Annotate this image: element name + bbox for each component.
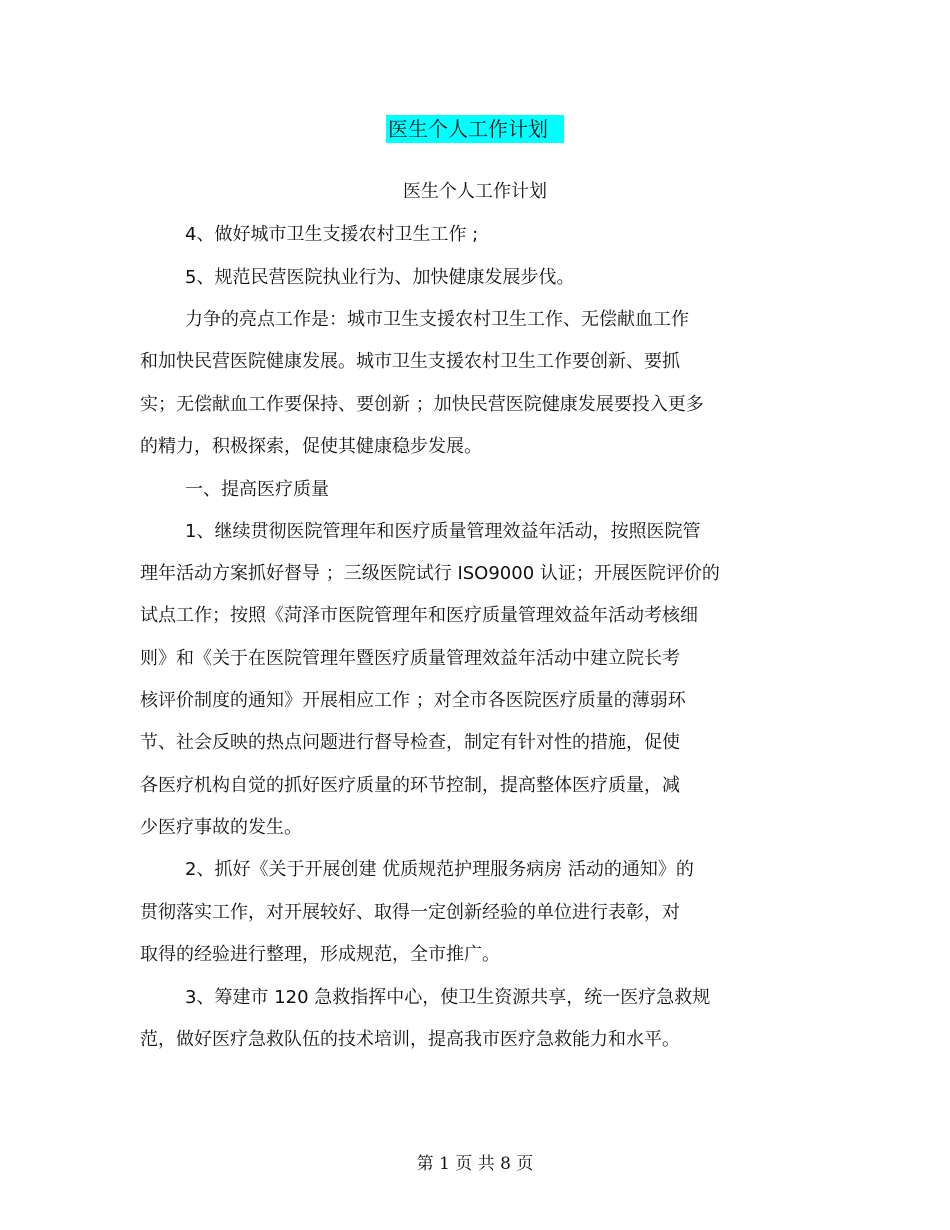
text-line: 范，做好医疗急救队伍的技术培训，提高我市医疗急救能力和水平。 bbox=[140, 1029, 680, 1050]
text-line: 少医疗事故的发生。 bbox=[140, 817, 302, 838]
document-title-text: 医生个人工作计划 bbox=[386, 115, 564, 143]
text-line: 实；无偿献血工作要保持、要创新 ；加快民营医院健康发展要投入更多 bbox=[140, 394, 704, 415]
text-line: 各医疗机构自觉的抓好医疗质量的环节控制，提高整体医疗质量，减 bbox=[140, 775, 680, 796]
page-number: 第 1 页 共 8 页 bbox=[416, 1154, 534, 1174]
text-line: 和加快民营医院健康发展。城市卫生支援农村卫生工作要创新、要抓 bbox=[140, 351, 680, 372]
text-line: 1、继续贯彻医院管理年和医疗质量管理效益年活动，按照医院管 bbox=[185, 521, 701, 542]
text-line: 则》和《关于在医院管理年暨医疗质量管理效益年活动中建立院长考 bbox=[140, 648, 680, 669]
text-line: 力争的亮点工作是：城市卫生支援农村卫生工作、无偿献血工作 bbox=[185, 309, 689, 330]
text-line: 2、抓好《关于开展创建 优质规范护理服务病房 活动的通知》的 bbox=[185, 859, 694, 880]
text-line: 试点工作；按照《菏泽市医院管理年和医疗质量管理效益年活动考核细 bbox=[140, 605, 698, 626]
text-line: 取得的经验进行整理，形成规范，全市推广。 bbox=[140, 944, 500, 965]
text-line: 贯彻落实工作，对开展较好、取得一定创新经验的单位进行表彰，对 bbox=[140, 902, 680, 923]
section-heading: 一、提高医疗质量 bbox=[185, 479, 329, 500]
document-subtitle: 医生个人工作计划 bbox=[403, 181, 547, 202]
text-line: 核评价制度的通知》开展相应工作 ；对全市各医院医疗质量的薄弱环 bbox=[140, 690, 686, 711]
document-title bbox=[0, 114, 950, 144]
text-line: 4、做好城市卫生支援农村卫生工作 ; bbox=[185, 224, 479, 245]
text-line: 的精力，积极探索，促使其健康稳步发展。 bbox=[140, 436, 482, 457]
text-line: 5、规范民营医院执业行为、加快健康发展步伐。 bbox=[185, 267, 575, 288]
text-line: 理年活动方案抓好督导 ；三级医院试行 ISO9000 认证；开展医院评价的 bbox=[140, 563, 720, 584]
text-line: 节、社会反映的热点问题进行督导检查，制定有针对性的措施，促使 bbox=[140, 732, 680, 753]
text-line: 3、筹建市 120 急救指挥中心，使卫生资源共享，统一医疗急救规 bbox=[185, 987, 711, 1008]
